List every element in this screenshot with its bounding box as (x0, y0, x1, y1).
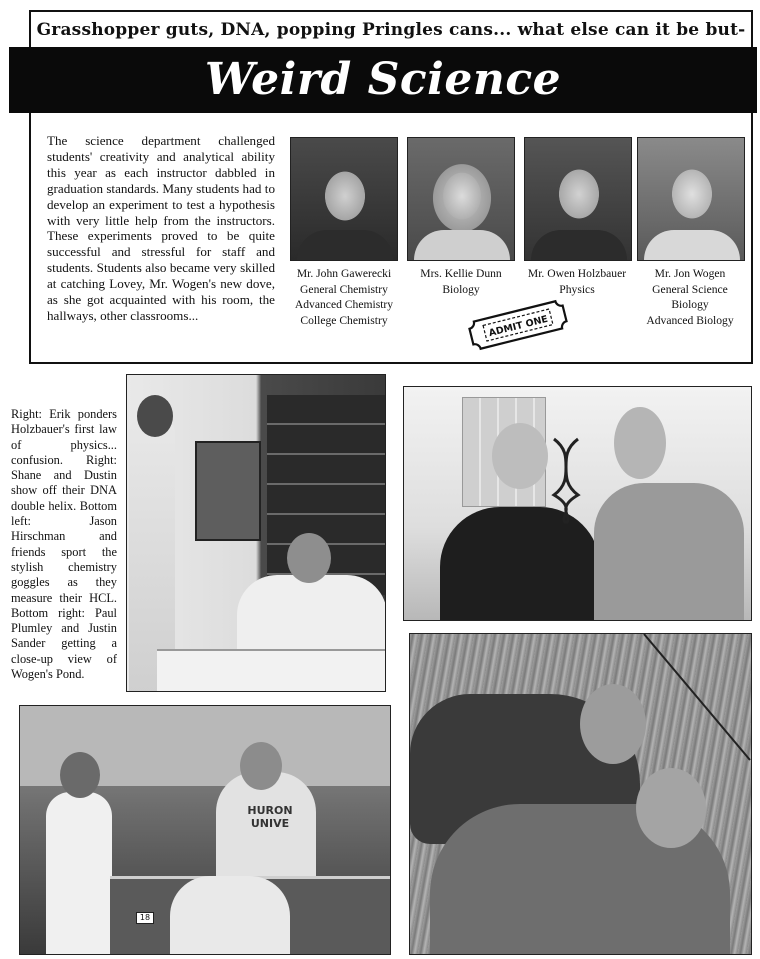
portrait-gawerecki (290, 137, 398, 261)
station-tag: 18 (136, 912, 154, 924)
title-banner (9, 47, 757, 113)
instructor-subject: Physics (559, 282, 595, 296)
caption-gawerecki (284, 266, 404, 328)
instructor-subject: Biology (671, 298, 709, 311)
instructor-subject: College Chemistry (300, 313, 388, 327)
instructor-subject: Biology (442, 282, 480, 296)
caption-wogen (630, 266, 750, 328)
portrait-wogen (637, 137, 745, 261)
portrait-holzbauer (524, 137, 632, 261)
instructor-subject: Advanced Chemistry (294, 298, 394, 311)
admit-one-ticket-icon (462, 299, 574, 351)
photo-caption: Right: Erik ponders Holzbauer's first law of physics... confusion. Right: Shane and Dustin show off their DNA double helix. Bottom left: Jason Hirschman and friends sport the stylish chemistry goggles as they measure their HCL. Bottom right: Paul Plumley and Justin Sander getting a close-up view of Wogen's Pond. (11, 407, 117, 682)
instructor-name: Mrs. Kellie Dunn (420, 267, 502, 280)
instructor-subject: General Chemistry (300, 282, 388, 296)
caption-dunn (401, 266, 521, 297)
page-title: Weird Science (204, 54, 562, 105)
caption-holzbauer (517, 266, 637, 297)
instructor-subject: Advanced Biology (646, 313, 734, 327)
instructor-name: Mr. John Gawerecki (296, 267, 392, 280)
instructor-name: Mr. Owen Holzbauer (527, 267, 627, 280)
photo-chemistry-lab (19, 705, 391, 955)
ticket-text: ADMIT ONE (487, 313, 550, 340)
photo-classroom (126, 374, 386, 692)
photo-wogens-pond (409, 633, 752, 955)
portrait-dunn (407, 137, 515, 261)
sweatshirt-text: HURON UNIVE (247, 804, 293, 830)
instructor-name: Mr. Jon Wogen (654, 267, 726, 280)
photo-dna-helix (403, 386, 752, 621)
instructor-subject: General Science (652, 282, 728, 296)
kicker-headline: Grasshopper guts, DNA, popping Pringles cans... what else can it be but- (36, 20, 746, 40)
intro-paragraph: The science department challenged students' creativity and analytical ability this year as each instructor dabbled in graduation standards. Many students had to develop an experiment to test a hypothesis with very little help from the instructors. These experiments proved to be quite successful and stressful for staff and students. Students also became very skilled at catching Lovey, Mr. Wogen's new dove, as she got acquainted with his room, the hallways, other classrooms... (47, 133, 275, 323)
